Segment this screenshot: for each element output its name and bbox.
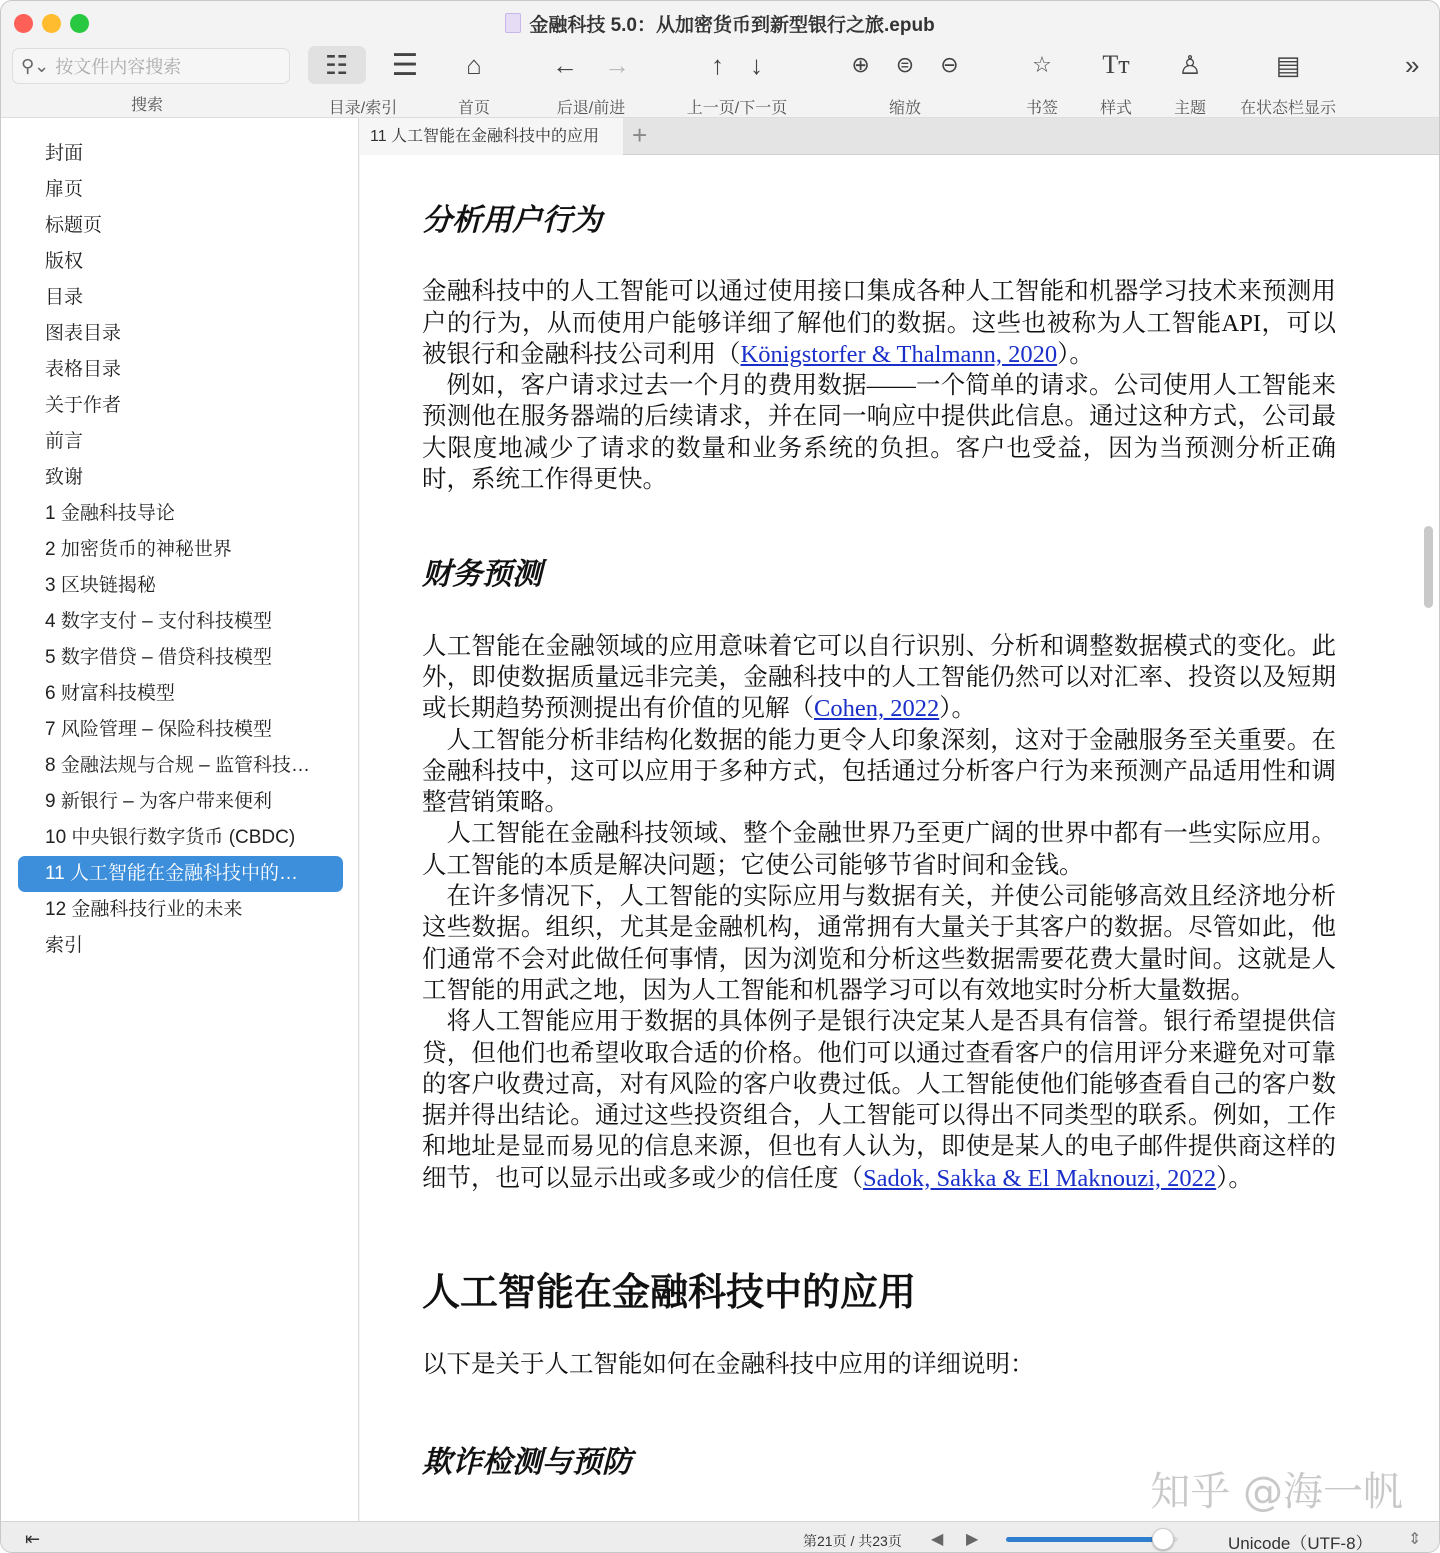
toc-item[interactable]: 4 数字支付 – 支付科技模型 — [45, 611, 272, 632]
prev-page-triangle-icon[interactable]: ◀ — [931, 1531, 944, 1548]
document-icon — [505, 13, 521, 33]
tab-active-chapter[interactable]: 11 人工智能在金融科技中的应用 — [360, 118, 623, 155]
zoom-label: 缩放 — [888, 100, 921, 117]
toc-item[interactable]: 表格目录 — [45, 359, 122, 380]
toc-item[interactable]: 3 区块链揭秘 — [45, 575, 156, 596]
paragraph: 金融科技中的人工智能可以通过使用接口集成各种人工智能和机器学习技术来预测用户的行为，从而使用户能够详细了解他们的数据。这些也被称为人工智能API，可以被银行和金融科技公司利用（Königstorfer & Thalmann, 2020）。 — [422, 278, 1336, 368]
toc-item[interactable]: 关于作者 — [45, 395, 122, 416]
citation-link[interactable]: Sadok, Sakka & El Maknouzi, 2022 — [863, 1164, 1217, 1192]
toc-item[interactable]: 11 人工智能在金融科技中的… — [18, 856, 343, 892]
toc-icon[interactable]: ☷ — [308, 46, 366, 84]
toc-item[interactable]: 封面 — [45, 143, 84, 164]
toolbar — [1, 45, 1439, 117]
home-icon: ⌂ — [466, 49, 482, 80]
reader-content — [360, 155, 1439, 1521]
title-bar — [1, 1, 1439, 45]
search-icon: ⚲⌄ — [21, 55, 50, 76]
toc-item[interactable]: 12 金融科技行业的未来 — [45, 899, 243, 920]
watermark: 知乎 @海一帆 — [1150, 1469, 1403, 1515]
zoom-button[interactable] — [70, 14, 89, 33]
add-tab-button[interactable]: + — [632, 120, 648, 150]
statusbar-toggle-button[interactable]: ▤ 在状态栏显示 — [1239, 49, 1336, 117]
toc-item[interactable]: 前言 — [45, 431, 84, 452]
tab-bar — [360, 117, 1439, 155]
toc-item[interactable]: 图表目录 — [45, 323, 122, 344]
next-page-triangle-icon[interactable]: ▶ — [966, 1531, 979, 1548]
theme-button[interactable]: ♙ 主题 — [1173, 49, 1206, 117]
section-heading: 分析用户行为 — [422, 204, 602, 237]
citation-link[interactable]: Cohen, 2022 — [814, 695, 940, 723]
page-indicator: 第21页 / 共23页 — [803, 1533, 902, 1549]
vertical-scrollbar[interactable] — [1424, 526, 1433, 608]
search-input[interactable]: ⚲⌄ 按文件内容搜索 — [12, 48, 290, 84]
toc-item[interactable]: 1 金融科技导论 — [45, 503, 175, 524]
back-arrow-icon[interactable]: ← — [552, 49, 578, 80]
prev-page-icon[interactable]: ↑ — [711, 49, 724, 80]
paragraph: 人工智能在金融科技领域、整个金融世界乃至更广阔的世界中都有一些实际应用。人工智能的本质是解决问题；它使公司能够节省时间和金钱。 — [422, 820, 1336, 879]
paragraph: 人工智能在金融领域的应用意味着它可以自行识别、分析和调整数据模式的变化。此外，即使数据质量远非完美，金融科技中的人工智能仍然可以对汇率、投资以及短期或长期趋势预测提出有价值的见解（Cohen, 2022）。 — [422, 632, 1336, 723]
home-button[interactable]: ⌂ 首页 — [457, 49, 490, 117]
minimize-button[interactable] — [42, 14, 61, 33]
section-heading: 欺诈检测与预防 — [422, 1445, 632, 1479]
toc-item[interactable]: 目录 — [45, 287, 84, 308]
toc-index-button[interactable]: ☷ ☰ 目录/索引 — [303, 45, 423, 118]
back-forward-label: 后退/前进 — [556, 100, 626, 117]
encoding-select[interactable]: Unicode（UTF-8） — [1228, 1534, 1373, 1553]
chevron-updown-icon[interactable]: ⇕ — [1408, 1531, 1422, 1548]
toc-item[interactable]: 版权 — [45, 251, 84, 272]
toc-item[interactable]: 8 金融法规与合规 – 监管科技… — [45, 755, 310, 776]
overflow-chevron-icon[interactable]: » — [1405, 49, 1420, 80]
paragraph: 例如，客户请求过去一个月的费用数据——一个简单的请求。公司使用人工智能来预测他在服务器端的后续请求，并在同一响应中提供此信息。通过这种方式，公司最大限度地减少了请求的数量和业务系统的负担。客户也受益，因为当预测分析正确时，系统工作得更快。 — [422, 372, 1336, 494]
paragraph: 在许多情况下，人工智能的实际应用与数据有关，并使公司能够高效且经济地分析这些数据。组织，尤其是金融机构，通常拥有大量关于其客户的数据。尽管如此，他们通常不会对此做任何事情，因为浏览和分析这些数据需要花费大量时间。这就是人工智能的用武之地，因为人工智能和机器学习可以有效地实时分析大量数据。 — [422, 883, 1336, 1004]
zoom-in-icon[interactable]: ⊕ — [851, 52, 870, 77]
toc-item[interactable]: 10 中央银行数字货币 (CBDC) — [45, 827, 296, 848]
status-bar — [1, 1521, 1439, 1553]
statusbar-icon: ▤ — [1275, 49, 1301, 80]
text-style-icon: Tт — [1102, 50, 1130, 79]
citation-link[interactable]: Königstorfer & Thalmann, 2020 — [740, 340, 1058, 368]
sidebar-toggle-icon[interactable]: ⇤ — [25, 1529, 41, 1549]
zoom-reset-icon[interactable]: ⊜ — [895, 52, 915, 77]
toc-item[interactable]: 7 风险管理 – 保险科技模型 — [45, 719, 272, 740]
pages-label: 上一页/下一页 — [686, 100, 788, 117]
style-button[interactable]: Tт 样式 — [1099, 50, 1132, 117]
paragraph: 将人工智能应用于数据的具体例子是银行决定某人是否具有信誉。银行希望提供信贷，但他们也希望收取合适的价格。他们可以通过查看客户的信用评分来避免对可靠的客户收费过高，对有风险的客户收费过低。人工智能使他们能够查看自己的客户数据并得出结论。通过这些投资组合，人工智能可以得出不同类型的联系。例如，工作和地址是显而易见的信息来源，但也有人认为，即使是某人的电子邮件提供商这样的细节，也可以显示出或多或少的信任度（Sadok, Sakka & El Maknouzi, 2022）。 — [422, 1008, 1336, 1192]
window-title: 金融科技 5.0：从加密货币到新型银行之旅.epub — [529, 14, 935, 36]
close-button[interactable] — [14, 14, 33, 33]
zoom-out-icon[interactable]: ⊖ — [940, 52, 959, 77]
toc-item[interactable]: 2 加密货币的神秘世界 — [45, 539, 232, 560]
bookmark-button[interactable]: ☆ 书签 — [1025, 52, 1058, 117]
toc-item[interactable]: 标题页 — [45, 215, 103, 236]
paragraph: 人工智能分析非结构化数据的能力更令人印象深刻，这对于金融服务至关重要。在金融科技中，这可以应用于多种方式，包括通过分析客户行为来预测产品适用性和调整营销策略。 — [422, 726, 1336, 817]
bookmark-icon: ☆ — [1032, 52, 1052, 77]
chapter-heading: 人工智能在金融科技中的应用 — [422, 1272, 917, 1315]
toc-item[interactable]: 5 数字借贷 – 借贷科技模型 — [45, 647, 272, 668]
brush-icon: ♙ — [1178, 49, 1202, 80]
toc-item[interactable]: 9 新银行 – 为客户带来便利 — [45, 791, 272, 812]
search-label: 搜索 — [131, 97, 164, 114]
toc-item[interactable]: 致谢 — [45, 467, 84, 488]
next-page-icon[interactable]: ↓ — [750, 49, 763, 80]
toc-item[interactable]: 扉页 — [45, 179, 84, 200]
page-progress-slider[interactable] — [1006, 1537, 1178, 1542]
section-heading: 财务预测 — [422, 558, 542, 592]
toc-sidebar — [1, 117, 359, 1521]
paragraph: 以下是关于人工智能如何在金融科技中应用的详细说明： — [422, 1351, 1035, 1379]
toc-item[interactable]: 6 财富科技模型 — [45, 683, 175, 704]
toc-item[interactable]: 索引 — [45, 935, 84, 956]
forward-arrow-icon[interactable]: → — [604, 49, 630, 80]
list-icon[interactable]: ☰ — [391, 48, 419, 82]
